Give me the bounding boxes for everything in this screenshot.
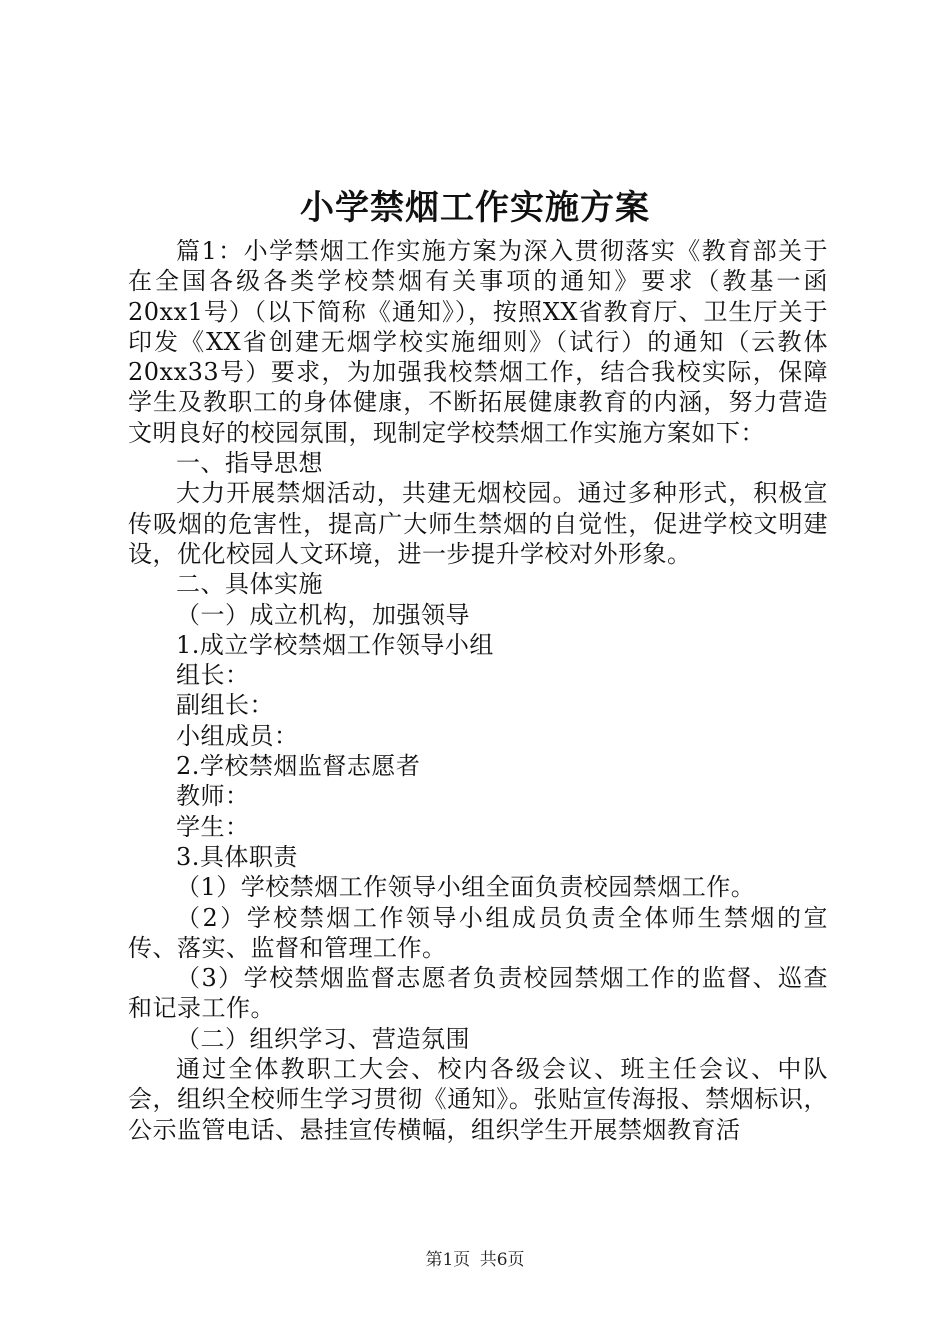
page-number: 第1页 — [425, 1250, 471, 1270]
document-body — [128, 236, 828, 1145]
list-item: 小组成员： — [176, 721, 299, 750]
list-item: （2）学校禁烟工作领导小组成员负责全体师生禁烟的宣传、落实、监督和管理工作。 — [128, 903, 828, 962]
list-item: 教师： — [176, 782, 250, 811]
list-item: 学生： — [176, 812, 250, 841]
body-paragraph: 大力开展禁烟活动，共建无烟校园。通过多种形式，积极宣传吸烟的危害性，提高广大师生禁烟的自觉性，促进学校文明建设，优化校园人文环境，进一步提升学校对外形象。 — [128, 479, 828, 568]
list-item: 副组长： — [176, 691, 274, 720]
subsection-heading: （二）组织学习、营造氛围 — [176, 1024, 470, 1053]
intro-paragraph: 篇1：小学禁烟工作实施方案为深入贯彻落实《教育部关于在全国各级各类学校禁烟有关事项的通知》要求（教基一函20xx1号）（以下简称《通知》），按照XX省教育厅、卫生厅关于印发《XX省创建无烟学校实施细则》（试行）的通知（云教体20xx33号）要求，为加强我校禁烟工作，结合我校实际，保障学生及教职工的身体健康，不断拓展健康教育的内涵，努力营造文明良好的校园氛围，现制定学校禁烟工作实施方案如下： — [128, 237, 828, 447]
list-item: 3.具体职责 — [176, 842, 298, 871]
subsection-heading: （一）成立机构，加强领导 — [176, 600, 470, 629]
section-heading: 二、具体实施 — [176, 570, 323, 599]
list-item: （3）学校禁烟监督志愿者负责校园禁烟工作的监督、巡查和记录工作。 — [128, 964, 828, 1023]
list-item: 组长： — [176, 661, 250, 690]
page-footer — [0, 1245, 950, 1270]
list-item: （1）学校禁烟工作领导小组全面负责校园禁烟工作。 — [176, 873, 756, 902]
document-title: 小学禁烟工作实施方案 — [300, 188, 650, 228]
list-item: 1.成立学校禁烟工作领导小组 — [176, 630, 494, 659]
list-item: 2.学校禁烟监督志愿者 — [176, 752, 421, 781]
body-paragraph: 通过全体教职工大会、校内各级会议、班主任会议、中队会，组织全校师生学习贯彻《通知》。张贴宣传海报、禁烟标识，公示监管电话、悬挂宣传横幅，组织学生开展禁烟教育活 — [128, 1055, 828, 1144]
page-total: 共6页 — [479, 1250, 525, 1270]
section-heading: 一、指导思想 — [176, 449, 323, 478]
